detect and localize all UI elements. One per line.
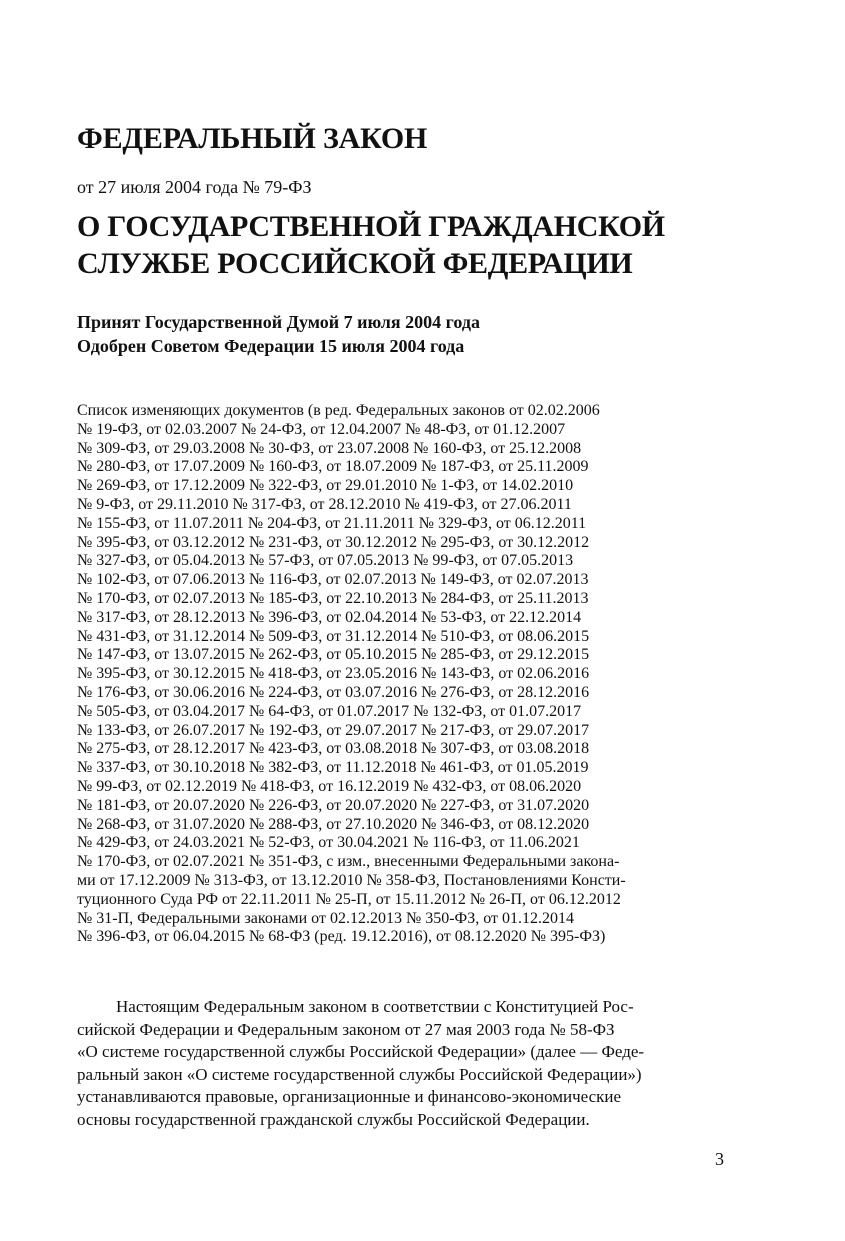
preamble-line: «О системе государственной службы Российской Федерации» (далее — Феде- (77, 1042, 645, 1061)
amendments-line: № 337-ФЗ, от 30.10.2018 № 382-ФЗ, от 11.12.2018 № 461-ФЗ, от 01.05.2019 (77, 759, 589, 777)
amendments-line: № 268-ФЗ, от 31.07.2020 № 288-ФЗ, от 27.10.2020 № 346-ФЗ, от 08.12.2020 (77, 815, 590, 833)
adoption-info (77, 310, 480, 358)
law-title-line: О ГОСУДАРСТВЕННОЙ ГРАЖДАНСКОЙ (77, 210, 665, 243)
amendments-line: № 395-ФЗ, от 03.12.2012 № 231-ФЗ, от 30.12.2012 № 295-ФЗ, от 30.12.2012 (77, 533, 590, 551)
amendments-line: № 275-ФЗ, от 28.12.2017 № 423-ФЗ, от 03.08.2018 № 307-ФЗ, от 03.08.2018 (77, 740, 590, 758)
adopted-line: Принят Государственной Думой 7 июля 2004 года (77, 312, 480, 332)
amendments-line: № 317-ФЗ, от 28.12.2013 № 396-ФЗ, от 02.04.2014 № 53-ФЗ, от 22.12.2014 (77, 608, 582, 626)
amendments-line: № 170-ФЗ, от 02.07.2013 № 185-ФЗ, от 22.10.2013 № 284-ФЗ, от 25.11.2013 (77, 589, 589, 607)
preamble-line: основы государственной гражданской службы Российской Федерации. (77, 1109, 590, 1129)
amendments-line: № 505-ФЗ, от 03.04.2017 № 64-ФЗ, от 01.07.2017 № 132-ФЗ, от 01.07.2017 (77, 702, 582, 720)
amendments-line: № 395-ФЗ, от 30.12.2015 № 418-ФЗ, от 23.05.2016 № 143-ФЗ, от 02.06.2016 (77, 665, 590, 683)
amendments-line: № 170-ФЗ, от 02.07.2021 № 351-ФЗ, с изм., внесенными Федеральными закона- (77, 853, 620, 871)
amendments-line: туционного Суда РФ от 22.11.2011 № 25-П, от 15.11.2012 № 26-П, от 06.12.2012 (77, 890, 621, 908)
amendments-line: № 431-ФЗ, от 31.12.2014 № 509-ФЗ, от 31.12.2014 № 510-ФЗ, от 08.06.2015 (77, 627, 590, 645)
amendments-line: № 147-ФЗ, от 13.07.2015 № 262-ФЗ, от 05.10.2015 № 285-ФЗ, от 29.12.2015 (77, 646, 590, 664)
law-title-line: СЛУЖБЕ РОССИЙСКОЙ ФЕДЕРАЦИИ (77, 247, 633, 280)
amendments-line: № 31-П, Федеральными законами от 02.12.2013 № 350-ФЗ, от 01.12.2014 (77, 909, 574, 927)
amendments-line: № 429-ФЗ, от 24.03.2021 № 52-ФЗ, от 30.04.2021 № 116-ФЗ, от 11.06.2021 (77, 834, 580, 852)
amendments-line: № 269-ФЗ, от 17.12.2009 № 322-ФЗ, от 29.01.2010 № 1-ФЗ, от 14.02.2010 (77, 477, 574, 495)
amendments-line: № 176-ФЗ, от 30.06.2016 № 224-ФЗ, от 03.07.2016 № 276-ФЗ, от 28.12.2016 (77, 683, 590, 701)
amendments-line: № 102-ФЗ, от 07.06.2013 № 116-ФЗ, от 02.07.2013 № 149-ФЗ, от 02.07.2013 (77, 571, 589, 589)
amendments-line: № 327-ФЗ, от 05.04.2013 № 57-ФЗ, от 07.05.2013 № 99-ФЗ, от 07.05.2013 (77, 552, 574, 570)
amendments-line: № 309-ФЗ, от 29.03.2008 № 30-ФЗ, от 23.07.2008 № 160-ФЗ, от 25.12.2008 (77, 439, 582, 457)
amendments-line: № 155-ФЗ, от 11.07.2011 № 204-ФЗ, от 21.11.2011 № 329-ФЗ, от 06.12.2011 (77, 514, 587, 532)
page-number: 3 (715, 1149, 724, 1169)
law-type-heading: ФЕДЕРАЛЬНЫЙ ЗАКОН (77, 122, 428, 155)
amendments-line: № 280-ФЗ, от 17.07.2009 № 160-ФЗ, от 18.07.2009 № 187-ФЗ, от 25.11.2009 (77, 458, 589, 476)
amendments-line: ми от 17.12.2009 № 313-ФЗ, от 13.12.2010 № 358-ФЗ, Постановлениями Консти- (77, 871, 626, 889)
approved-line: Одобрен Советом Федерации 15 июля 2004 года (77, 336, 465, 356)
amendments-list (77, 402, 729, 947)
amendments-line: Список изменяющих документов (в ред. Федеральных законов от 02.02.2006 (77, 402, 600, 419)
law-title (77, 208, 665, 282)
preamble-paragraph (77, 996, 729, 1131)
amendments-line: № 133-ФЗ, от 26.07.2017 № 192-ФЗ, от 29.07.2017 № 217-ФЗ, от 29.07.2017 (77, 721, 590, 739)
law-date-line: от 27 июля 2004 года № 79-ФЗ (77, 177, 312, 197)
amendments-line: № 396-ФЗ, от 06.04.2015 № 68-ФЗ (ред. 19.12.2016), от 08.12.2020 № 395-ФЗ) (77, 928, 606, 946)
amendments-line: № 99-ФЗ, от 02.12.2019 № 418-ФЗ, от 16.12.2019 № 432-ФЗ, от 08.06.2020 (77, 777, 582, 795)
amendments-line: № 181-ФЗ, от 20.07.2020 № 226-ФЗ, от 20.07.2020 № 227-ФЗ, от 31.07.2020 (77, 796, 590, 814)
preamble-line: Настоящим Федеральным законом в соответствии с Конституцией Рос- (116, 997, 634, 1016)
amendments-line: № 9-ФЗ, от 29.11.2010 № 317-ФЗ, от 28.12.2010 № 419-ФЗ, от 27.06.2011 (77, 495, 572, 513)
preamble-line: ральный закон «О системе государственной службы Российской Федерации») (77, 1064, 642, 1084)
preamble-line: сийской Федерации и Федеральным законом от 27 мая 2003 года № 58-ФЗ (77, 1019, 615, 1039)
preamble-line: устанавливаются правовые, организационные и финансово-экономические (77, 1087, 622, 1106)
amendments-line: № 19-ФЗ, от 02.03.2007 № 24-ФЗ, от 12.04.2007 № 48-ФЗ, от 01.12.2007 (77, 420, 566, 438)
